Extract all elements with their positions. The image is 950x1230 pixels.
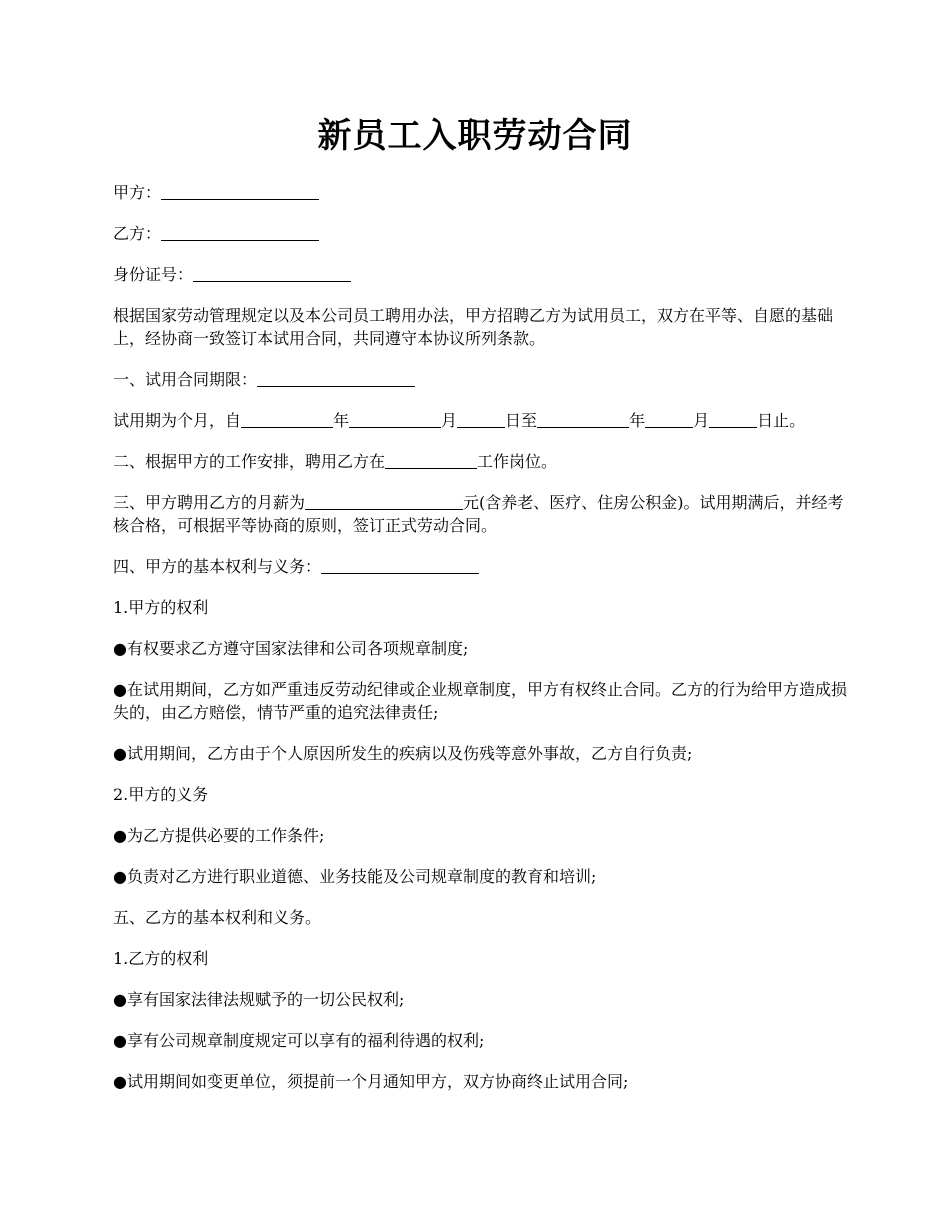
party-a-duty-item: ●负责对乙方进行职业道德、业务技能及公司规章制度的教育和培训; <box>113 867 597 886</box>
end-month-blank[interactable] <box>645 410 693 428</box>
party-a-duties-heading: 2.甲方的义务 <box>113 785 209 804</box>
document-title: 新员工入职劳动合同 <box>317 116 633 156</box>
party-a-right-item: ●在试用期间，乙方如严重违反劳动纪律或企业规章制度，甲方有权终止合同。乙方的行为给甲方造成损失的，由乙方赔偿，情节严重的追究法律责任; <box>113 680 847 722</box>
monthly-salary-blank[interactable] <box>305 492 463 510</box>
section-4-line <box>113 555 858 578</box>
id-number-label: 身份证号： <box>113 265 194 284</box>
start-day-label: 日至 <box>505 411 538 430</box>
job-position-blank[interactable] <box>385 451 477 469</box>
id-number-blank[interactable] <box>193 264 351 282</box>
section-2-line <box>113 450 858 473</box>
section-1-label: 一、试用合同期限： <box>113 370 258 389</box>
party-b-rights-heading: 1.乙方的权利 <box>113 949 209 968</box>
end-year-label: 年 <box>629 411 646 430</box>
intro-paragraph: 根据国家劳动管理规定以及本公司员工聘用办法，甲方招聘乙方为试用员工，双方在平等、自愿的基础上，经协商一致签订本试用合同，共同遵守本协议所列条款。 <box>113 306 834 348</box>
section-2-prefix: 二、根据甲方的工作安排，聘用乙方在 <box>113 452 386 471</box>
start-month-label: 月 <box>441 411 458 430</box>
contract-term-blank[interactable] <box>257 369 415 387</box>
section-4-blank[interactable] <box>321 556 479 574</box>
party-b-right-item: ●试用期间如变更单位，须提前一个月通知甲方，双方协商终止试用合同; <box>113 1072 629 1091</box>
end-month-label: 月 <box>693 411 710 430</box>
section-1-line <box>113 368 858 391</box>
party-a-duty-item: ●为乙方提供必要的工作条件; <box>113 826 325 845</box>
section-3-suffix: 元(含养老、医疗、住房公积金)。试用期满后，并经考核合格，可根据平等协商的原则，签订正式劳动合同。 <box>113 493 844 535</box>
section-2-suffix: 工作岗位。 <box>477 452 558 471</box>
document-body <box>113 181 858 1111</box>
party-b-blank[interactable] <box>161 223 319 241</box>
end-year-blank[interactable] <box>537 410 629 428</box>
end-day-blank[interactable] <box>709 410 757 428</box>
section-3-paragraph <box>113 491 858 537</box>
start-day-blank[interactable] <box>457 410 505 428</box>
party-a-label: 甲方： <box>113 183 162 202</box>
party-a-line <box>113 181 858 204</box>
party-a-right-item: ●试用期间，乙方由于个人原因所发生的疾病以及伤残等意外事故，乙方自行负责; <box>113 744 693 763</box>
party-b-label: 乙方： <box>113 224 162 243</box>
start-month-blank[interactable] <box>349 410 441 428</box>
party-b-right-item: ●享有公司规章制度规定可以享有的福利待遇的权利; <box>113 1031 485 1050</box>
party-a-blank[interactable] <box>161 182 319 200</box>
trial-period-prefix: 试用期为个月，自 <box>113 411 242 430</box>
start-year-label: 年 <box>333 411 350 430</box>
party-b-line <box>113 222 858 245</box>
end-day-label: 日止。 <box>757 411 806 430</box>
id-number-line <box>113 263 858 286</box>
party-b-right-item: ●享有国家法律法规赋予的一切公民权利; <box>113 990 405 1009</box>
party-a-right-item: ●有权要求乙方遵守国家法律和公司各项规章制度; <box>113 639 469 658</box>
section-4-label: 四、甲方的基本权利与义务： <box>113 557 322 576</box>
section-5-heading: 五、乙方的基本权利和义务。 <box>113 908 322 927</box>
section-3-prefix: 三、甲方聘用乙方的月薪为 <box>113 493 306 512</box>
start-year-blank[interactable] <box>241 410 333 428</box>
trial-period-line <box>113 409 858 432</box>
party-a-rights-heading: 1.甲方的权利 <box>113 598 209 617</box>
